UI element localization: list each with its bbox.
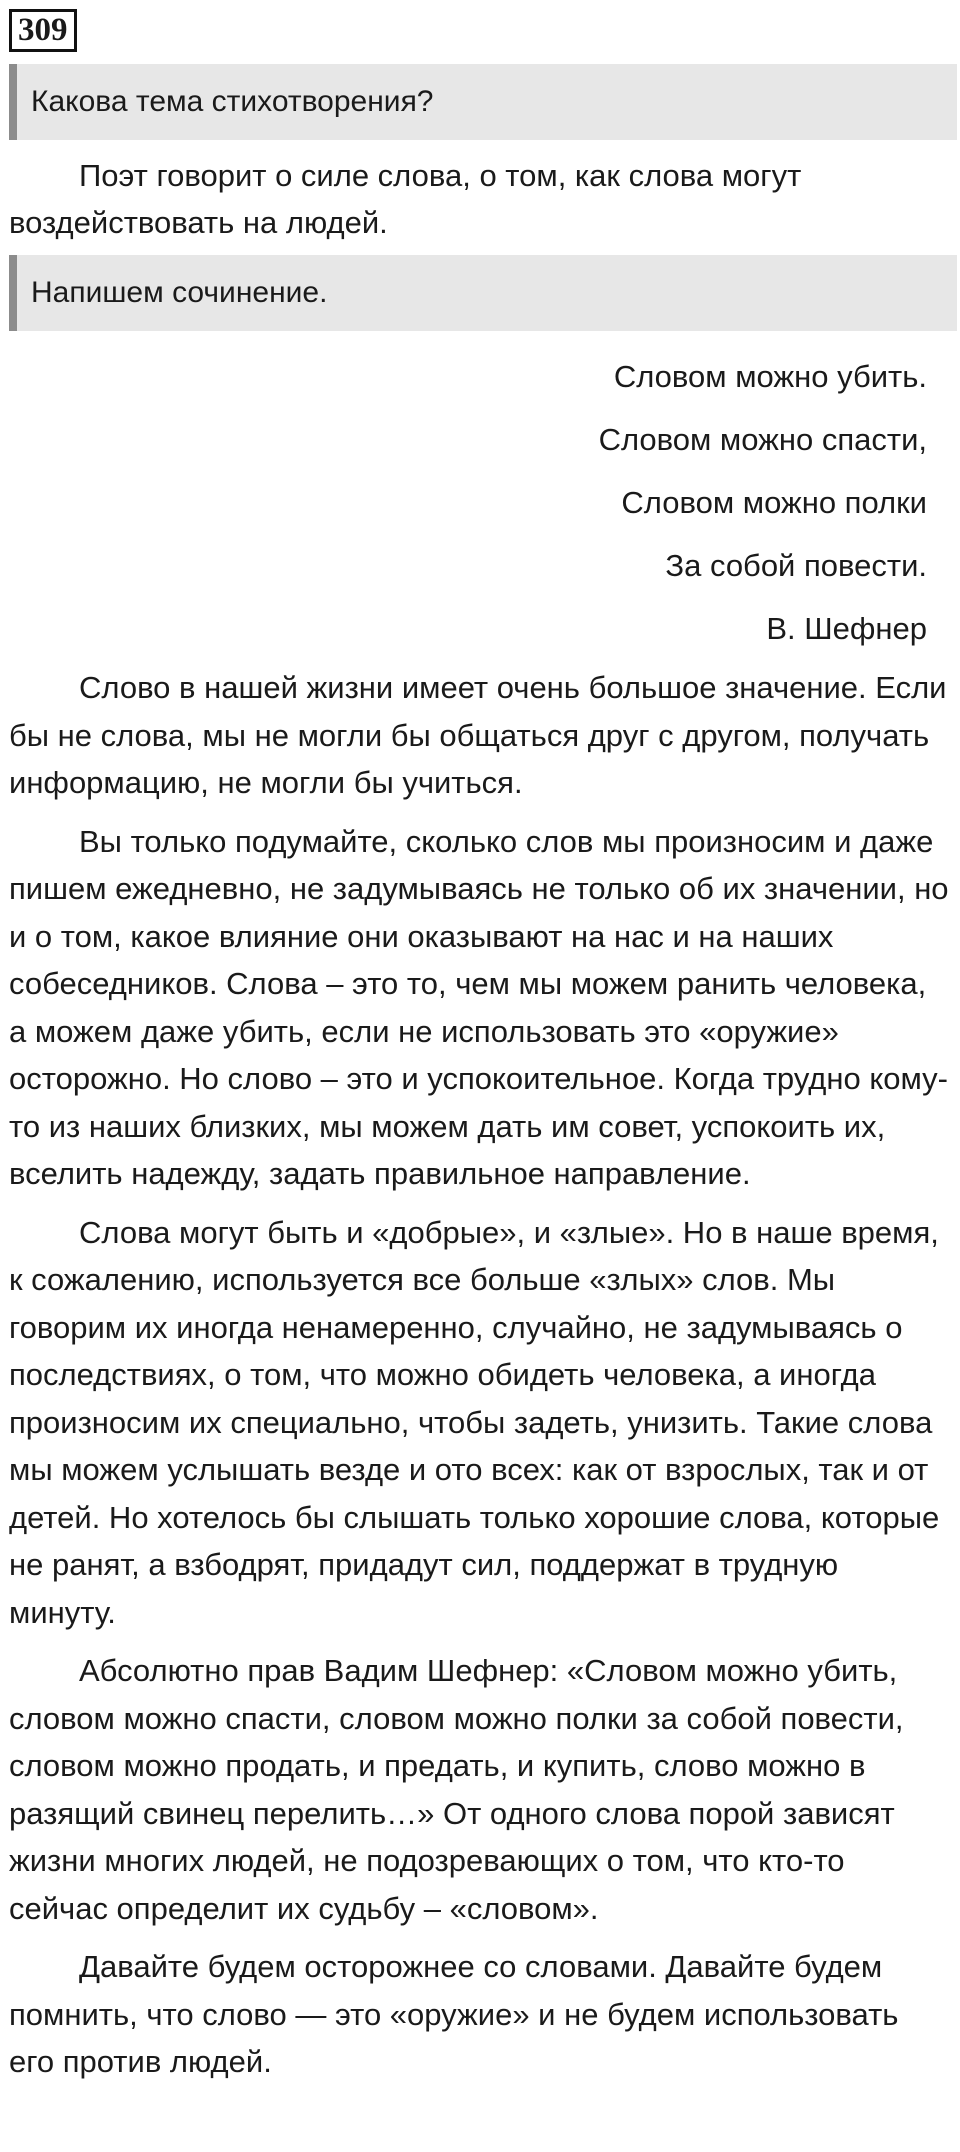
epigraph <box>9 345 927 660</box>
epigraph-line: Словом можно убить. <box>613 359 927 394</box>
essay-text <box>9 664 960 2086</box>
epigraph-line: Словом можно спасти, <box>598 422 927 457</box>
epigraph-line: За собой повести. <box>665 548 927 583</box>
epigraph-author: В. Шефнер <box>766 611 927 646</box>
essay-paragraph: Слово в нашей жизни имеет очень большое значение. Если бы не слова, мы не могли бы общаться друг с другом, получать информацию, не могли бы учиться. <box>9 670 947 800</box>
answer-theme: Поэт говорит о силе слова, о том, как слова могут воздействовать на людей. <box>9 158 802 240</box>
essay-paragraph: Слова могут быть и «добрые», и «злые». Но в наше время, к сожалению, используется все больше «злых» слов. Мы говорим их иногда ненамеренно, случайно, не задумываясь о последствиях, о том, что можно обидеть человека, а иногда произносим их специально, чтобы задеть, унизить. Такие слова мы можем услышать везде и ото всех: как от взрослых, так и от детей. Но хотелось бы слышать только хорошие слова, которые не ранят, а взбодрят, придадут сил, поддержат в трудную минуту. <box>9 1214 940 1630</box>
task-number-badge: 309 <box>9 9 77 52</box>
essay-paragraph: Абсолютно прав Вадим Шефнер: «Словом можно убить, словом можно спасти, словом можно полки за собой повести, словом можно продать, и предать, и купить, слово можно в разящий свинец перелить…» От одного слова порой зависят жизни многих людей, не подозревающих о том, что кто-то сейчас определит их судьбу – «словом». <box>9 1653 904 1926</box>
epigraph-line: Словом можно полки <box>621 485 927 520</box>
question-heading-theme: Какова тема стихотворения? <box>9 64 957 140</box>
question-heading-essay: Напишем сочинение. <box>9 255 957 331</box>
essay-paragraph: Давайте будем осторожнее со словами. Давайте будем помнить, что слово — это «оружие» и не будем использовать его против людей. <box>9 1949 899 2079</box>
essay-paragraph: Вы только подумайте, сколько слов мы произносим и даже пишем ежедневно, не задумываясь не только об их значении, но и о том, какое влияние они оказывают на нас и на наших собеседников. Слова – это то, чем мы можем ранить человека, а можем даже убить, если не использовать это «оружие» осторожно. Но слово – это и успокоительное. Когда трудно кому-то из наших близких, мы можем дать им совет, успокоить их, вселить надежду, задать правильное направление. <box>9 823 949 1191</box>
